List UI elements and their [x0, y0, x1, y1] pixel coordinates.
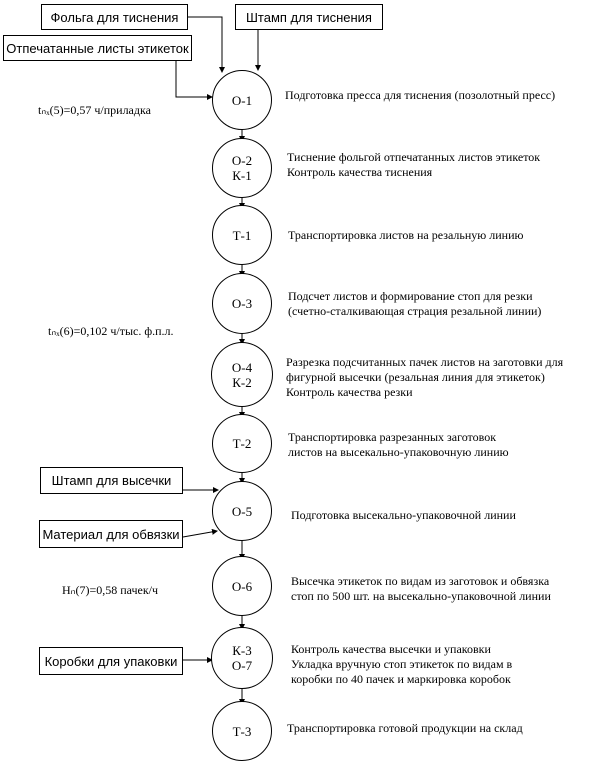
- node-o4-label: О-4: [231, 359, 253, 375]
- desc-o4-k2: [286, 355, 563, 400]
- param-setup-time: [38, 103, 151, 118]
- node-t2: [212, 414, 272, 473]
- param-setup-time-text: tₙₓ(5)=0,57 ч/приладка: [38, 103, 151, 117]
- desc-k3-line-2: Укладка вручную стоп этикеток по видам в: [291, 657, 513, 671]
- desc-o4-line-3: Контроль качества резки: [286, 385, 413, 399]
- input-stamp-emboss-label: Штамп для тиснения: [246, 9, 372, 25]
- desc-o3: [288, 289, 541, 319]
- desc-t2: [288, 430, 509, 460]
- desc-t3-line-1: Транспортировка готовой продукции на склад: [287, 721, 523, 735]
- desc-k3-line-1: Контроль качества высечки и упаковки: [291, 642, 491, 656]
- input-boxes-box: [39, 647, 183, 675]
- desc-k3-o7: [291, 642, 512, 687]
- desc-t1: [288, 228, 523, 243]
- node-t3: [212, 701, 272, 761]
- desc-o1-line-1: Подготовка пресса для тиснения (позолотный пресс): [285, 88, 556, 102]
- node-o6-label: О-6: [231, 578, 253, 594]
- input-foil-box: [41, 4, 188, 30]
- desc-t2-line-1: Транспортировка разрезанных заготовок: [288, 430, 497, 444]
- node-o2-label: О-2: [231, 153, 253, 168]
- desc-o6-line-1: Высечка этикеток по видам из заготовок и обвязка: [291, 574, 550, 588]
- connector-binding-o5: [183, 531, 217, 537]
- desc-o1: [285, 88, 555, 103]
- node-o5-label: О-5: [231, 503, 253, 519]
- desc-o3-line-1: Подсчет листов и формирование стоп для резки: [288, 289, 533, 303]
- node-k3-label: К-3: [232, 643, 252, 658]
- desc-t1-line-1: Транспортировка листов на резальную линию: [288, 228, 524, 242]
- desc-o4-line-1: Разрезка подсчитанных пачек листов на заготовки для: [286, 355, 564, 369]
- node-o3-label: О-3: [231, 296, 253, 311]
- desc-k3-line-3: коробки по 40 пачек и маркировка коробок: [291, 672, 511, 686]
- input-stamp-cut-box: [40, 467, 183, 494]
- input-boxes-label: Коробки для упаковки: [44, 653, 178, 669]
- node-t2-label: Т-2: [232, 436, 252, 451]
- input-printed-sheets-label: Отпечатанные листы этикеток: [6, 40, 189, 56]
- input-stamp-emboss-box: [235, 4, 383, 30]
- node-o2-k1: [212, 138, 272, 198]
- desc-t3: [287, 721, 523, 736]
- node-o4-k2: [211, 342, 273, 407]
- node-o1: [212, 70, 272, 130]
- input-stamp-cut-label: Штамп для высечки: [51, 473, 172, 488]
- node-k3-o7: [211, 627, 273, 689]
- node-k1-label: К-1: [232, 168, 252, 183]
- input-foil-label: Фольга для тиснения: [50, 9, 179, 25]
- node-t1-label: Т-1: [232, 227, 252, 243]
- connector-foil-o1: [188, 17, 222, 72]
- input-binding-box: [39, 520, 183, 548]
- node-o3: [212, 273, 272, 334]
- param-norm-output-text: Нₙ(7)=0,58 пачек/ч: [62, 583, 159, 597]
- desc-o6-line-2: стоп по 500 шт. на высекально-упаковочной линии: [291, 589, 551, 603]
- desc-o6: [291, 574, 551, 604]
- param-cut-time: [48, 324, 174, 339]
- node-t1: [212, 205, 272, 265]
- desc-o5: [291, 508, 516, 523]
- input-printed-sheets-box: [3, 35, 192, 61]
- desc-o2-k1: [287, 150, 540, 180]
- node-o7-label: О-7: [231, 658, 253, 673]
- desc-t2-line-2: листов на высекально-упаковочную линию: [288, 445, 509, 459]
- param-cut-time-text: tₙₓ(6)=0,102 ч/тыс. ф.п.л.: [48, 324, 174, 338]
- connector-sheets-o1: [176, 59, 212, 97]
- param-norm-output: [62, 583, 158, 598]
- desc-o3-line-2: (счетно-сталкивающая страция резальной линии): [288, 304, 542, 318]
- desc-o5-line-1: Подготовка высекально-упаковочной линии: [291, 508, 516, 522]
- input-binding-label: Материал для обвязки: [42, 526, 180, 542]
- node-t3-label: Т-3: [232, 723, 252, 739]
- node-o1-label: О-1: [231, 92, 253, 108]
- node-k2-label: К-2: [232, 374, 252, 390]
- desc-o4-line-2: фигурной высечки (резальная линия для этикеток): [286, 370, 545, 384]
- desc-o2-line-1: Тиснение фольгой отпечатанных листов этикеток: [287, 150, 541, 164]
- node-o6: [212, 556, 272, 616]
- node-o5: [212, 481, 272, 541]
- desc-o2-line-2: Контроль качества тиснения: [287, 165, 433, 179]
